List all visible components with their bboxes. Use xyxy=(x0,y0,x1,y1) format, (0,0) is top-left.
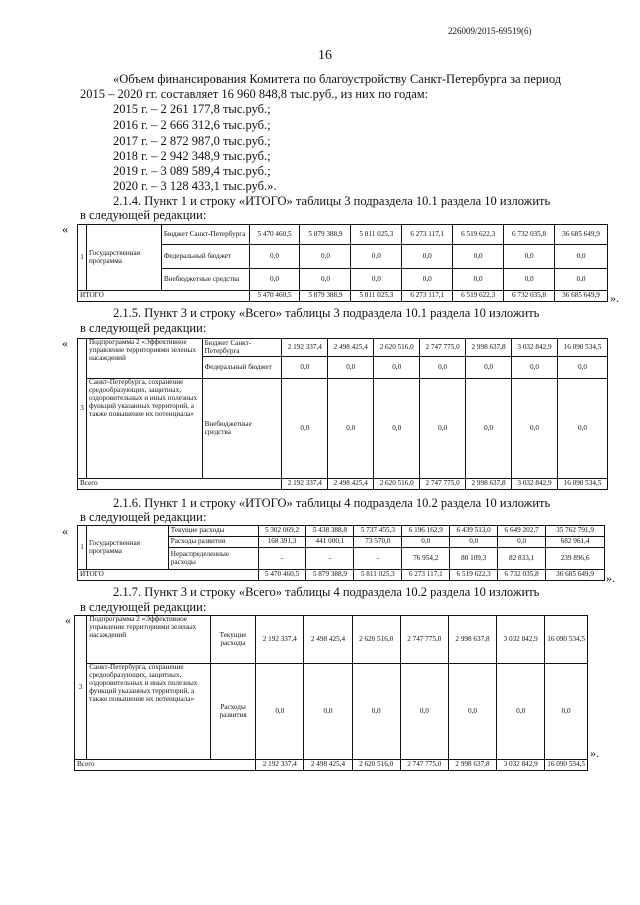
row-label: Бюджет Санкт-Петербурга xyxy=(161,225,249,245)
cell: 0,0 xyxy=(557,357,607,379)
cell: 36 685 649,9 xyxy=(555,225,608,245)
section-2-1-7-heading-cont: в следующей редакции: xyxy=(80,600,207,614)
row-number: 1 xyxy=(78,225,87,291)
row-label: Расходы развития xyxy=(168,537,258,548)
cell: 16 090 534,5 xyxy=(557,479,607,490)
cell: 239 896,6 xyxy=(546,548,605,570)
cell: 0,0 xyxy=(300,269,351,291)
table-2-1-4 xyxy=(77,224,608,302)
row-label: Нераспределенные расходы xyxy=(168,548,258,570)
cell: 6 273 117,1 xyxy=(402,291,453,302)
table-2-1-6 xyxy=(77,525,605,581)
cell: 5 879 388,9 xyxy=(300,225,351,245)
cell: 5 470 460,5 xyxy=(249,225,300,245)
close-quote: ». xyxy=(610,291,619,305)
cell: 0,0 xyxy=(351,245,402,269)
row-label: Внебюджетные средства xyxy=(161,269,249,291)
row-label: Текущие расходы xyxy=(210,616,255,664)
cell: 6 439 513,0 xyxy=(450,526,498,537)
total-label: Всего xyxy=(78,479,282,490)
cell: 6 732 035,8 xyxy=(504,225,555,245)
cell: 5 302 069,2 xyxy=(258,526,306,537)
cell: 2 747 775,0 xyxy=(400,616,448,664)
year-line: 2015 г. – 2 261 177,8 тыс.руб.; xyxy=(113,102,271,116)
cell: 6 519 622,3 xyxy=(450,570,498,581)
cell: 3 032 842,9 xyxy=(512,479,558,490)
section-2-1-7-heading: 2.1.7. Пункт 3 и строку «Всего» таблицы 4 подраздела 10.2 раздела 10 изложить xyxy=(113,585,540,599)
section-2-1-4-heading: 2.1.4. Пункт 1 и строку «ИТОГО» таблицы 3 подраздела 10.1 раздела 10 изложить xyxy=(113,194,551,208)
cell: 16 090 534,5 xyxy=(545,760,588,771)
cell: 6 273 117,1 xyxy=(402,570,450,581)
cell: 5 470 460,5 xyxy=(249,291,300,302)
total-row xyxy=(78,291,608,302)
close-quote: ». xyxy=(590,746,599,760)
cell: 73 570,0 xyxy=(354,537,402,548)
cell: 0,0 xyxy=(420,357,466,379)
cell: 2 498 425,4 xyxy=(304,616,352,664)
cell: 2 998 637,8 xyxy=(448,760,496,771)
cell: 3 032 842,9 xyxy=(512,339,558,357)
cell: 2 620 516,0 xyxy=(352,760,400,771)
open-quote: « xyxy=(62,524,68,538)
cell: 0,0 xyxy=(304,664,352,760)
table-2-1-7 xyxy=(74,615,588,771)
cell: 36 685 649,9 xyxy=(546,570,605,581)
total-row xyxy=(75,760,588,771)
cell: 5 737 455,3 xyxy=(354,526,402,537)
row-label: Федеральный бюджет xyxy=(202,357,282,379)
cell: 0,0 xyxy=(374,379,420,479)
cell: 0,0 xyxy=(498,537,546,548)
open-quote: « xyxy=(65,613,71,627)
cell: 36 685 649,9 xyxy=(555,291,608,302)
cell: 0,0 xyxy=(402,269,453,291)
section-2-1-6-heading: 2.1.6. Пункт 1 и строку «ИТОГО» таблицы 4 подраздела 10.2 раздела 10 изложить xyxy=(113,496,551,510)
open-quote: « xyxy=(62,222,68,236)
cell: 5 438 388,8 xyxy=(306,526,354,537)
cell: 0,0 xyxy=(555,245,608,269)
program-name: Государственная программа xyxy=(86,225,161,291)
cell: 0,0 xyxy=(351,269,402,291)
row-number: 3 xyxy=(75,616,87,760)
row-label: Федеральный бюджет xyxy=(161,245,249,269)
cell: 6 732 035,8 xyxy=(504,291,555,302)
cell: 0,0 xyxy=(256,664,304,760)
cell: 0,0 xyxy=(512,379,558,479)
table-row xyxy=(75,664,588,760)
year-line: 2018 г. – 2 942 348,9 тыс.руб.; xyxy=(113,149,271,163)
total-label: ИТОГО xyxy=(78,570,259,581)
section-2-1-5-heading-cont: в следующей редакции: xyxy=(80,321,207,335)
cell: 0,0 xyxy=(453,245,504,269)
cell: 0,0 xyxy=(374,357,420,379)
cell: 2 620 516,0 xyxy=(374,479,420,490)
cell: 0,0 xyxy=(402,245,453,269)
cell: 2 998 637,8 xyxy=(448,616,496,664)
cell: 0,0 xyxy=(512,357,558,379)
cell: 5 811 025,3 xyxy=(351,291,402,302)
cell: 0,0 xyxy=(328,357,374,379)
cell: 6 196 162,9 xyxy=(402,526,450,537)
cell: 2 192 337,4 xyxy=(282,479,328,490)
cell: 168 391,3 xyxy=(258,537,306,548)
cell: 2 192 337,4 xyxy=(282,339,328,357)
cell: 2 747 775,0 xyxy=(400,760,448,771)
cell: 0,0 xyxy=(352,664,400,760)
total-row xyxy=(78,570,605,581)
cell: 2 620 516,0 xyxy=(352,616,400,664)
cell: - xyxy=(306,548,354,570)
open-quote: « xyxy=(62,336,68,350)
cell: 2 998 637,8 xyxy=(466,479,512,490)
year-line: 2019 г. – 3 089 589,4 тыс.руб.; xyxy=(113,164,271,178)
subprogram-name: Подпрограмма 2 «Эффективное управление территориями зеленых насаждений xyxy=(87,616,211,664)
row-label: Бюджет Санкт-Петербурга xyxy=(202,339,282,357)
year-line: 2016 г. – 2 666 312,6 тыс.руб.; xyxy=(113,118,271,132)
cell: 6 649 202,7 xyxy=(498,526,546,537)
table-row xyxy=(78,526,605,537)
cell: 2 498 425,4 xyxy=(304,760,352,771)
cell: 2 192 337,4 xyxy=(256,616,304,664)
cell: 0,0 xyxy=(328,379,374,479)
cell: 5 879 388,9 xyxy=(306,570,354,581)
program-name: Государственная программа xyxy=(86,526,168,570)
year-line: 2017 г. – 2 872 987,0 тыс.руб.; xyxy=(113,134,271,148)
cell: 6 273 117,1 xyxy=(402,225,453,245)
intro-line-1: «Объем финансирования Комитета по благоустройству Санкт-Петербурга за период xyxy=(113,72,562,86)
cell: 0,0 xyxy=(557,379,607,479)
cell: 0,0 xyxy=(300,245,351,269)
section-2-1-6-heading-cont: в следующей редакции: xyxy=(80,510,207,524)
total-row xyxy=(78,479,608,490)
cell: 0,0 xyxy=(555,269,608,291)
cell: 5 811 025,3 xyxy=(354,570,402,581)
cell: 35 762 791,9 xyxy=(546,526,605,537)
cell: 2 747 775,0 xyxy=(420,339,466,357)
cell: 0,0 xyxy=(450,537,498,548)
total-label: Всего xyxy=(75,760,256,771)
cell: 682 961,4 xyxy=(546,537,605,548)
table-2-1-5 xyxy=(77,338,608,490)
row-label: Текущие расходы xyxy=(168,526,258,537)
page-number: 16 xyxy=(318,48,332,63)
close-quote: ». xyxy=(606,571,615,585)
cell: 0,0 xyxy=(420,379,466,479)
cell: 16 090 534,5 xyxy=(557,339,607,357)
cell: 0,0 xyxy=(453,269,504,291)
row-label: Расходы развития xyxy=(210,664,255,760)
cell: 441 000,1 xyxy=(306,537,354,548)
cell: 0,0 xyxy=(249,269,300,291)
section-2-1-5-heading: 2.1.5. Пункт 3 и строку «Всего» таблицы 3 подраздела 10.1 раздела 10 изложить xyxy=(113,306,540,320)
cell: 5 879 388,9 xyxy=(300,291,351,302)
cell: 0,0 xyxy=(497,664,545,760)
cell: 80 109,3 xyxy=(450,548,498,570)
cell: 76 954,2 xyxy=(402,548,450,570)
cell: 0,0 xyxy=(504,269,555,291)
total-label: ИТОГО xyxy=(78,291,250,302)
cell: 0,0 xyxy=(249,245,300,269)
cell: 0,0 xyxy=(448,664,496,760)
cell: 0,0 xyxy=(282,357,328,379)
cell: 0,0 xyxy=(466,379,512,479)
cell: 3 032 842,9 xyxy=(497,616,545,664)
cell: 2 192 337,4 xyxy=(256,760,304,771)
table-row xyxy=(75,616,588,664)
cell: 6 732 035,8 xyxy=(498,570,546,581)
row-label: Внебюджетные средства xyxy=(202,379,282,479)
cell: - xyxy=(258,548,306,570)
cell: 2 498 425,4 xyxy=(328,339,374,357)
document-number: 226009/2015-69519(6) xyxy=(448,26,532,36)
cell: 0,0 xyxy=(504,245,555,269)
cell: 0,0 xyxy=(466,357,512,379)
cell: 2 498 425,4 xyxy=(328,479,374,490)
cell: 0,0 xyxy=(400,664,448,760)
cell: 5 470 460,5 xyxy=(258,570,306,581)
row-number: 1 xyxy=(78,526,87,570)
subprogram-name: Подпрограмма 2 «Эффективное управление территориями зеленых насаждений xyxy=(86,339,202,379)
section-2-1-4-heading-cont: в следующей редакции: xyxy=(80,208,207,222)
cell: 6 519 622,3 xyxy=(453,225,504,245)
cell: 0,0 xyxy=(402,537,450,548)
table-row xyxy=(78,379,608,479)
cell: 16 090 534,5 xyxy=(545,616,588,664)
subprogram-name-cont: Санкт-Петербурга, сохранение средообразующих, защитных, оздоровительных и иных полезных функций указанных территорий, а также повышение их потенциала» xyxy=(87,664,211,760)
cell: 2 747 775,0 xyxy=(420,479,466,490)
cell: - xyxy=(354,548,402,570)
cell: 0,0 xyxy=(282,379,328,479)
cell: 3 032 842,9 xyxy=(497,760,545,771)
cell: 0,0 xyxy=(545,664,588,760)
cell: 5 811 025,3 xyxy=(351,225,402,245)
table-row xyxy=(78,225,608,245)
cell: 2 620 516,0 xyxy=(374,339,420,357)
cell: 82 833,1 xyxy=(498,548,546,570)
cell: 2 998 637,8 xyxy=(466,339,512,357)
intro-line-2: 2015 – 2020 гг. составляет 16 960 848,8 тыс.руб., из них по годам: xyxy=(80,87,429,101)
table-row xyxy=(78,339,608,357)
row-number: 3 xyxy=(78,339,87,479)
cell: 6 519 622,3 xyxy=(453,291,504,302)
year-line: 2020 г. – 3 128 433,1 тыс.руб.». xyxy=(113,179,277,193)
subprogram-name-cont: Санкт-Петербурга, сохранение средообразующих, защитных, оздоровительных и иных полезных функций указанных территорий, а также повышение их потенциала» xyxy=(86,379,202,479)
